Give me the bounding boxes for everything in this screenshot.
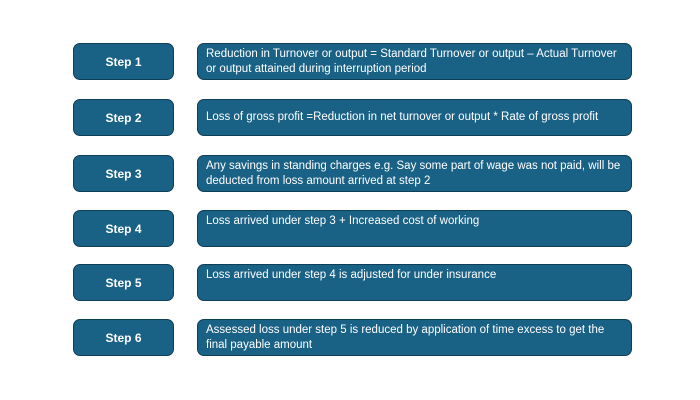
step-4-description: Loss arrived under step 3 + Increased cost of working bbox=[206, 215, 480, 227]
step-1-description: Reduction in Turnover or output = Standard Turnover or output – Actual Turnover or output attained during interruption period bbox=[206, 48, 617, 75]
step-3-description: Any savings in standing charges e.g. Say some part of wage was not paid, will be deducted from loss amount arrived at step 2 bbox=[206, 160, 621, 187]
step-6-label: Step 6 bbox=[105, 330, 142, 345]
step-3-box bbox=[73, 155, 174, 192]
step-6-description-box bbox=[197, 319, 632, 356]
step-3-description-box bbox=[197, 155, 632, 192]
step-5-description: Loss arrived under step 4 is adjusted for under insurance bbox=[206, 269, 497, 281]
step-1-description-box bbox=[197, 43, 632, 80]
step-4-box bbox=[73, 210, 174, 247]
step-5-box bbox=[73, 264, 174, 301]
step-2-description-box bbox=[197, 99, 632, 136]
step-6-description: Assessed loss under step 5 is reduced by application of time excess to get the final payable amount bbox=[206, 324, 605, 351]
step-1-label: Step 1 bbox=[105, 54, 142, 69]
step-5-label: Step 5 bbox=[105, 275, 142, 290]
step-2-description: Loss of gross profit =Reduction in net turnover or output * Rate of gross profit bbox=[206, 111, 599, 123]
step-1-box bbox=[73, 43, 174, 80]
step-4-description-box bbox=[197, 210, 632, 247]
step-2-label: Step 2 bbox=[105, 110, 142, 125]
step-6-box bbox=[73, 319, 174, 356]
step-2-box bbox=[73, 99, 174, 136]
step-4-label: Step 4 bbox=[105, 221, 142, 236]
step-3-label: Step 3 bbox=[105, 166, 142, 181]
step-5-description-box bbox=[197, 264, 632, 301]
